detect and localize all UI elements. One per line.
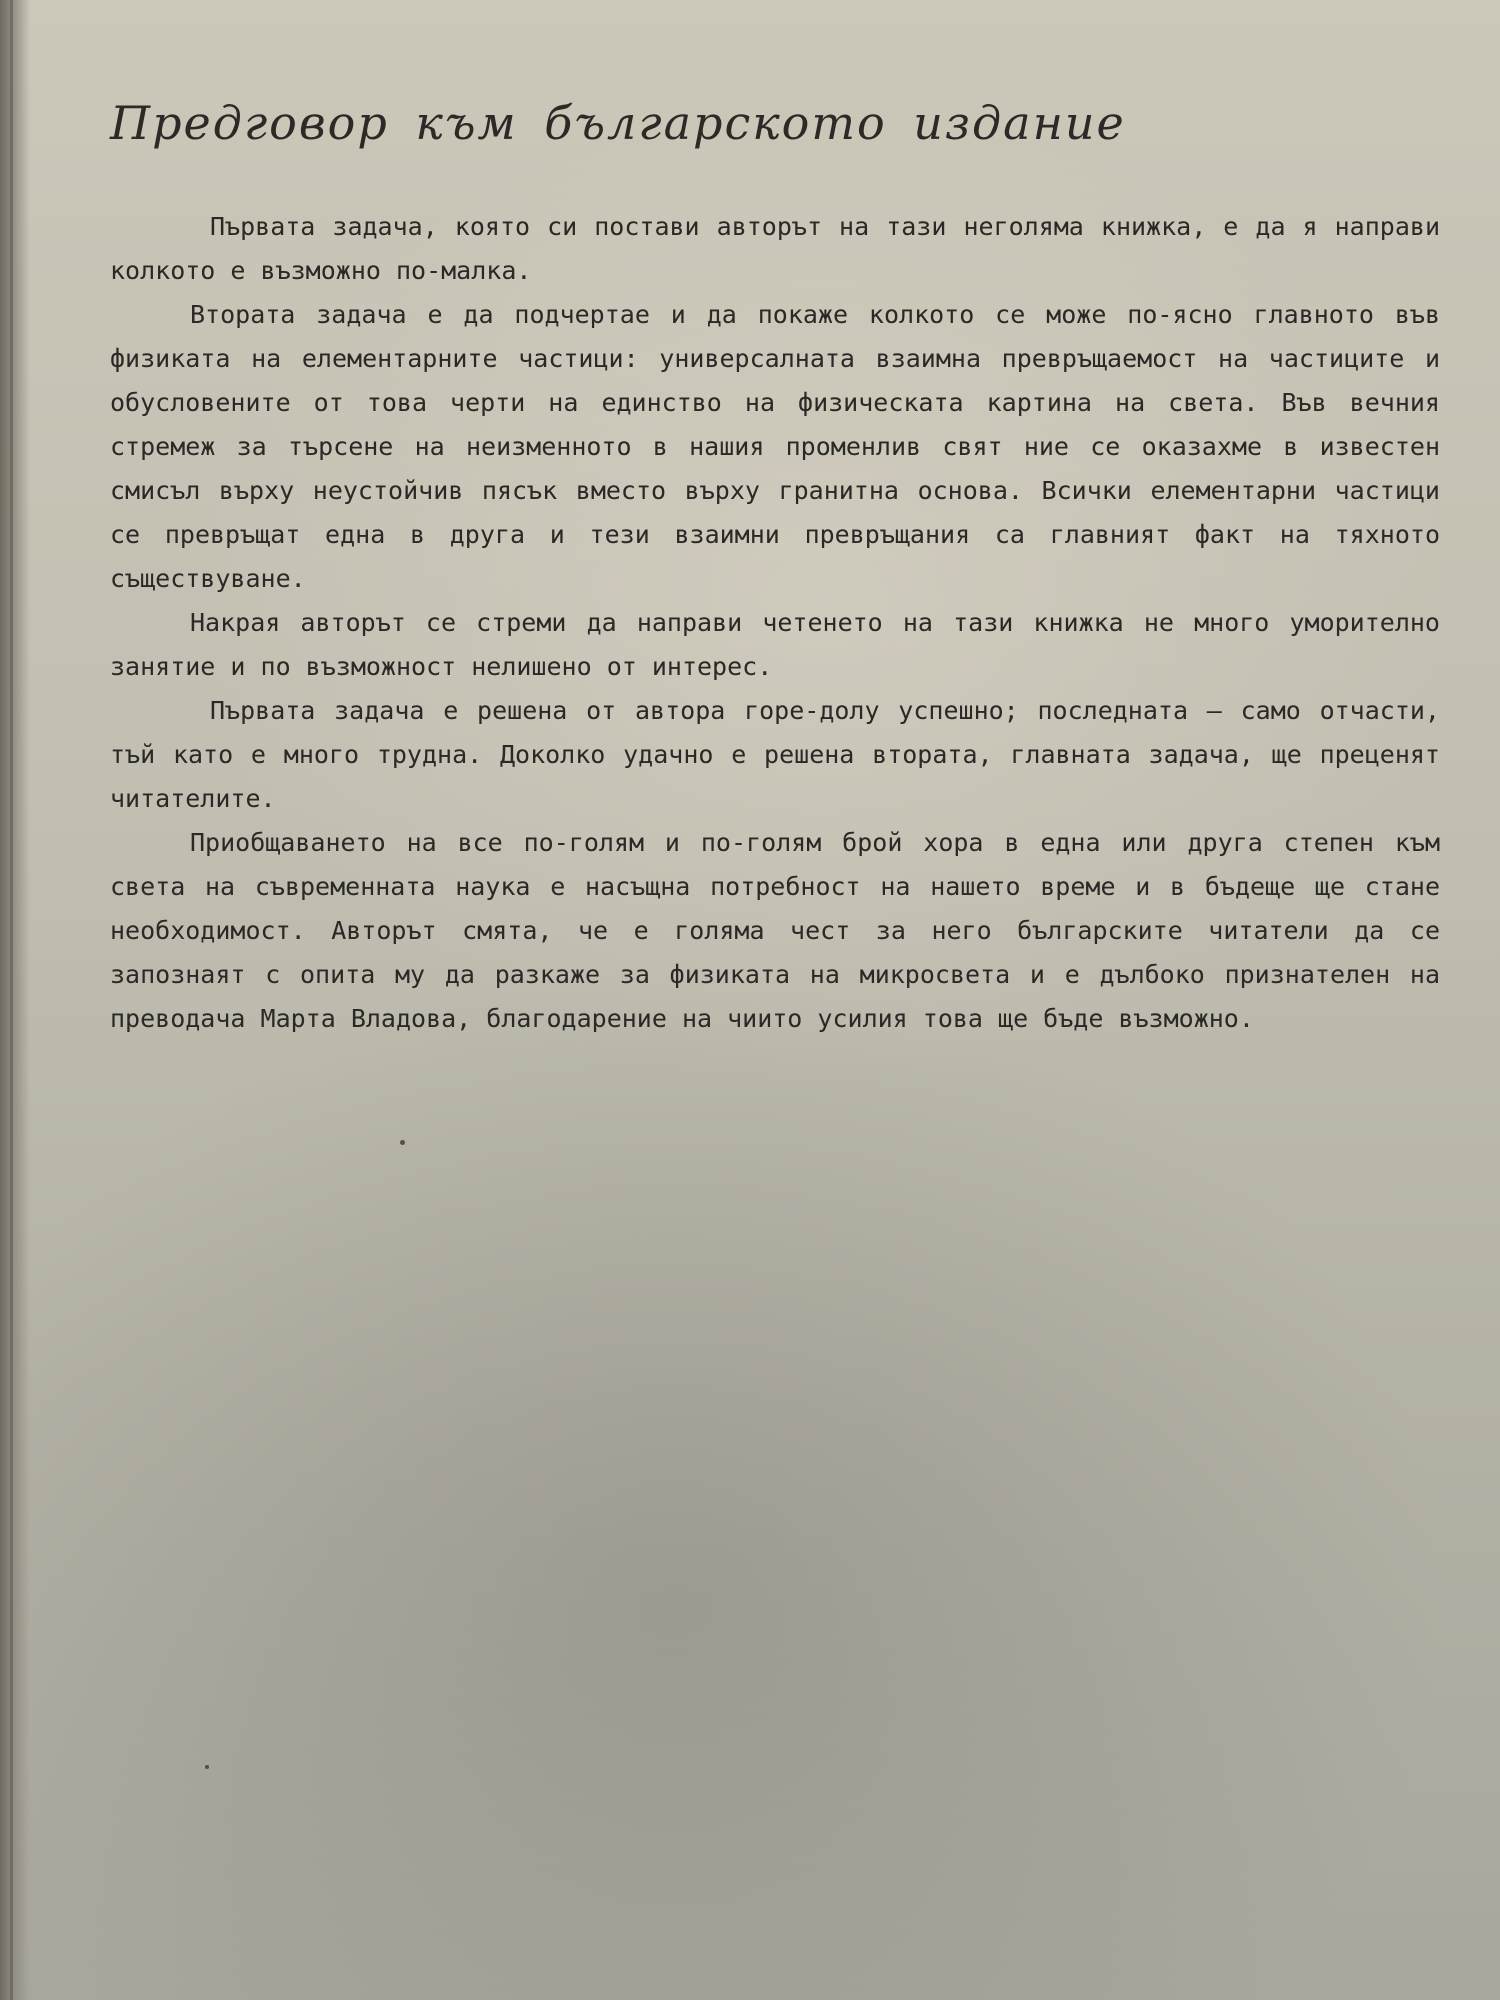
paragraph: Първата задача, която си постави авторът на тази неголяма книжка, е да я направи колкото е възможно по-малка.	[110, 212, 1440, 285]
preface-body	[110, 205, 1440, 1041]
paragraph: Първата задача е решена от автора горе-долу успешно; последната — само отчасти, тъй като е много трудна. Доколко удачно е решена втората, главната задача, ще преценят читателите.	[110, 696, 1440, 813]
paragraph: Приобщаването на все по-голям и по-голям брой хора в една или друга степен към света на съвременната наука е насъщна потребност на нашето време и в бъдеще ще стане необходимост. Авторът смята, че е голяма чест за него българските читатели да се запознаят с опита му да разкаже за физиката на микросвета и е дълбоко признателен на преводача Марта Владова, благодарение на чиито усилия това ще бъде възможно.	[110, 828, 1440, 1033]
paragraph: Втората задача е да подчертае и да покаже колкото се може по-ясно главното във физиката на елементарните частици: универсалната взаимна превръщаемост на частиците и обусловените от това черти на единство на физическата картина на света. Във вечния стремеж за търсене на неизменното в нашия променлив свят ние се оказахме в известен смисъл върху неустойчив пясък вместо върху гранитна основа. Всички елементарни частици се превръщат една в друга и тези взаимни превръщания са главният факт на тяхното съществуване.	[110, 300, 1440, 593]
spine-shadow	[0, 0, 30, 2000]
ink-speck	[400, 1140, 405, 1145]
page-title: Предговор към българското издание	[110, 96, 1126, 150]
spine-edge	[10, 0, 13, 2000]
paragraph: Накрая авторът се стреми да направи четенето на тази книжка не много уморително занятие и по възможност нелишено от интерес.	[110, 608, 1440, 681]
ink-speck	[205, 1765, 209, 1769]
